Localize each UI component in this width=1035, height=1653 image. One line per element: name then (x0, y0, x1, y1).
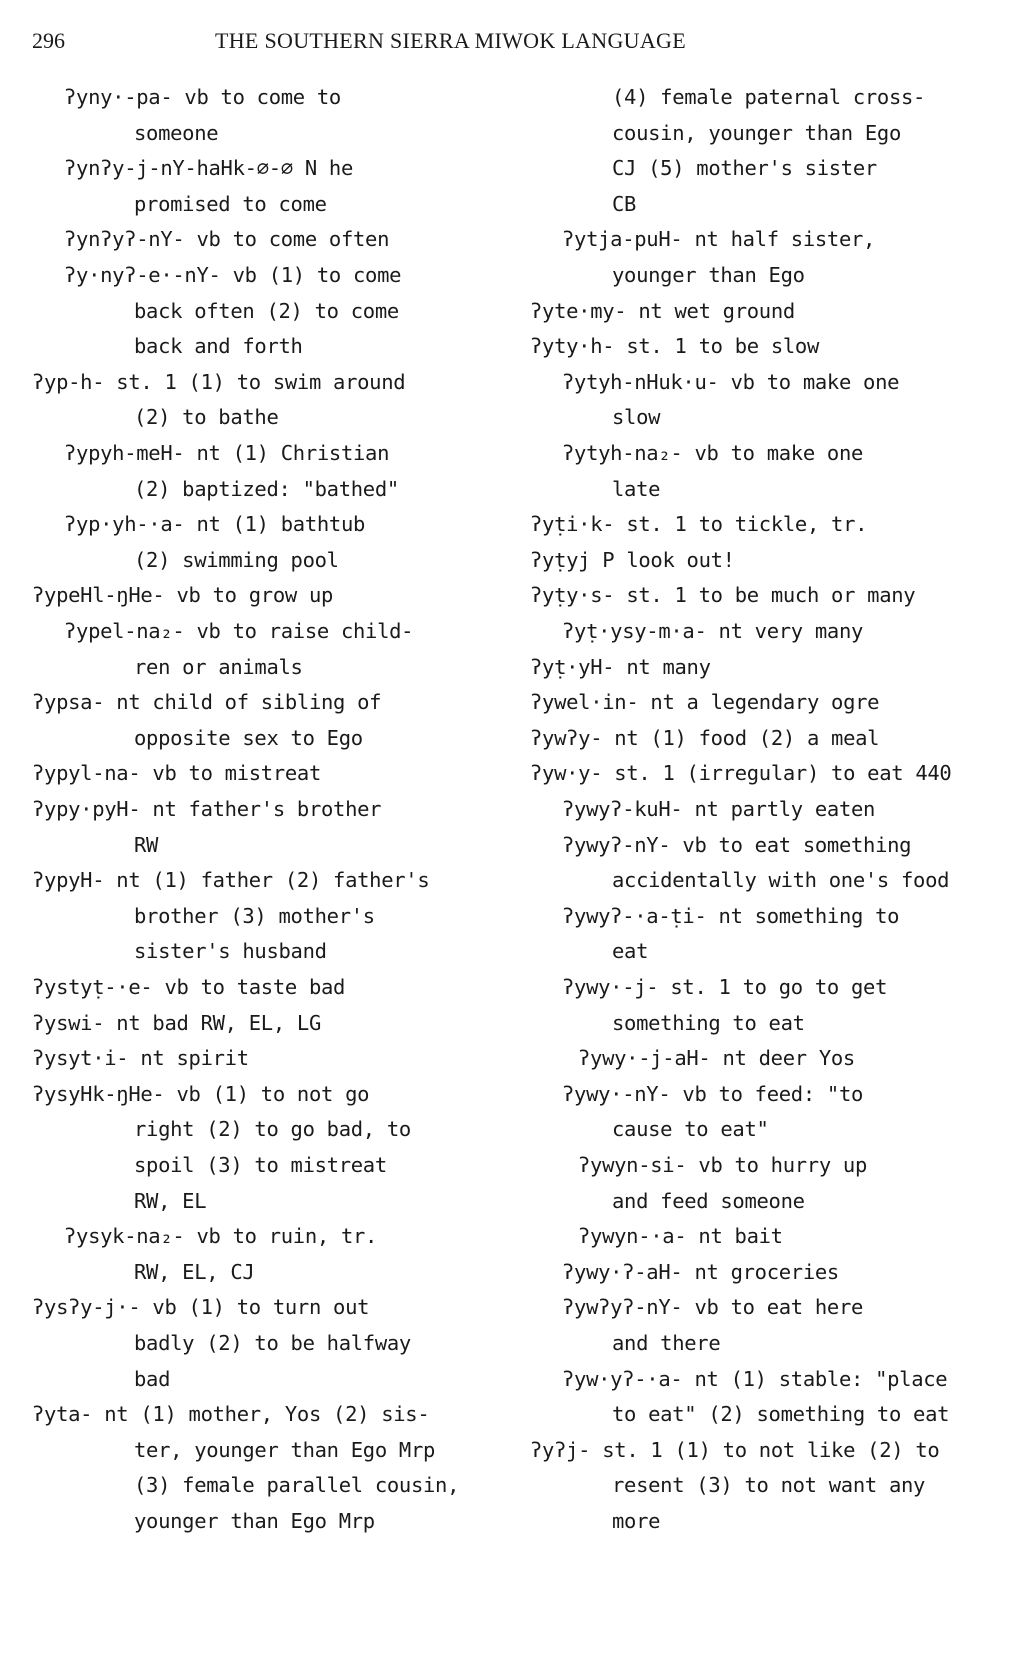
entry-continuation-line: opposite sex to Ego (134, 725, 363, 750)
entry-headword-line: ʔysyt·i- nt spirit (32, 1046, 249, 1071)
entry-continuation-line: badly (2) to be halfway (134, 1331, 411, 1355)
entry-continuation-line: younger than Ego (612, 263, 805, 287)
entry-headword-line: ʔynʔy-j-nY-haHk-∅-∅ N he (64, 156, 354, 181)
entry-continuation-line: younger than Ego Mrp (134, 1509, 375, 1533)
entry-headword-line: ʔywy·ʔ-aH- nt groceries (562, 1259, 839, 1284)
entry-headword-line: ʔyw·yʔ-·a- nt (1) stable: "place (562, 1366, 948, 1391)
entry-headword-line: ʔytyh-na₂- vb to make one (562, 441, 864, 465)
entry-headword-line: ʔyʔj- st. 1 (1) to not like (2) to (530, 1437, 940, 1462)
entry-continuation-line: (2) to bathe (134, 405, 279, 430)
entry-headword-line: ʔypyH- nt (1) father (2) father's (32, 868, 430, 893)
entry-headword-line: ʔysyk-na₂- vb to ruin, tr. (64, 1224, 378, 1249)
entry-headword-line: ʔywy·-nY- vb to feed: "to (562, 1081, 864, 1106)
entry-headword-line: ʔywel·in- nt a legendary ogre (530, 690, 880, 715)
entry-headword-line: ʔytyh-nHuk·u- vb to make one (562, 369, 900, 394)
entry-continuation-line: brother (3) mother's (134, 903, 375, 928)
entry-continuation-line: (2) swimming pool (134, 547, 339, 572)
entry-continuation-line: accidentally with one's food (612, 868, 950, 893)
entry-headword-line: ʔyny·-pa- vb to come to (64, 85, 341, 109)
entry-headword-line: ʔywyn-si- vb to hurry up (578, 1153, 868, 1177)
entry-continuation-line: ter, younger than Ego Mrp (134, 1437, 436, 1462)
entry-continuation-line: eat (612, 939, 649, 964)
entry-headword-line: ʔypel-na₂- vb to raise child- (64, 619, 414, 643)
entry-continuation-line: something to eat (612, 1010, 805, 1035)
entry-headword-line: ʔypyl-na- vb to mistreat (32, 761, 322, 786)
entry-continuation-line: late (612, 476, 661, 501)
entry-continuation-line: (3) female parallel cousin, (134, 1473, 460, 1498)
entry-headword-line: ʔyṭi·k- st. 1 to tickle, tr. (530, 512, 868, 537)
running-title: THE SOUTHERN SIERRA MIWOK LANGUAGE (215, 28, 686, 53)
entry-headword-line: ʔywʔyʔ-nY- vb to eat here (562, 1295, 864, 1320)
entry-continuation-line: promised to come (134, 191, 327, 216)
entry-continuation-line: to eat" (2) something to eat (612, 1402, 950, 1427)
entry-continuation-line: RW, EL (134, 1188, 207, 1213)
entry-continuation-line: cousin, younger than Ego (612, 120, 902, 145)
page-number: 296 (32, 28, 65, 53)
entry-continuation-line: back and forth (134, 334, 303, 359)
entry-headword-line: ʔypeHl-ŋHe- vb to grow up (32, 583, 334, 608)
entry-headword-line: ʔypsa- nt child of sibling of (32, 690, 382, 715)
entry-continuation-line: more (612, 1509, 661, 1533)
entry-continuation-line: resent (3) to not want any (612, 1473, 926, 1498)
entry-headword-line: ʔystyṭ-·e- vb to taste bad (32, 975, 346, 999)
entry-headword-line: ʔyp·yh-·a- nt (1) bathtub (64, 512, 366, 537)
entry-continuation-line: cause to eat" (612, 1117, 769, 1142)
entry-continuation-line: and feed someone (612, 1188, 805, 1213)
entry-continuation-line: CJ (5) mother's sister (612, 156, 877, 181)
entry-headword-line: ʔywʔy- nt (1) food (2) a meal (530, 725, 880, 750)
entry-continuation-line: spoil (3) to mistreat (134, 1153, 387, 1177)
entry-headword-line: ʔywyn-·a- nt bait (578, 1224, 783, 1249)
entry-headword-line: ʔywyʔ-·a-ṭi- nt something to (562, 903, 900, 928)
entry-continuation-line: (2) baptized: "bathed" (134, 476, 399, 501)
entry-continuation-line: back often (2) to come (134, 298, 399, 323)
entry-headword-line: ʔywy·-j-aH- nt deer Yos (578, 1046, 855, 1071)
entry-headword-line: ʔywy·-j- st. 1 to go to get (562, 975, 888, 999)
entry-headword-line: ʔytja-puH- nt half sister, (562, 227, 876, 252)
entry-headword-line: ʔyṭy·s- st. 1 to be much or many (530, 583, 916, 608)
entry-headword-line: ʔywyʔ-nY- vb to eat something (562, 832, 912, 857)
entry-continuation-line: bad (134, 1366, 171, 1391)
entry-continuation-line: someone (134, 120, 219, 145)
entry-headword-line: ʔyw·y- st. 1 (irregular) to eat 440 (530, 761, 952, 786)
entry-headword-line: ʔyṭ·yH- nt many (530, 654, 711, 679)
entry-headword-line: ʔynʔyʔ-nY- vb to come often (64, 227, 390, 252)
entry-headword-line: ʔyṭ·ysy-m·a- nt very many (562, 619, 864, 643)
entry-continuation-line: slow (612, 405, 661, 430)
entry-continuation-line: right (2) to go bad, to (134, 1117, 411, 1142)
entry-headword-line: ʔypy·pyH- nt father's brother (32, 797, 382, 821)
entry-headword-line: ʔywyʔ-kuH- nt partly eaten (562, 797, 876, 821)
entry-continuation-line: (4) female paternal cross- (612, 85, 926, 109)
entry-headword-line: ʔyty·h- st. 1 to be slow (530, 334, 820, 359)
entry-headword-line: ʔyte·my- nt wet ground (530, 298, 795, 323)
entry-continuation-line: CB (612, 191, 637, 216)
entry-continuation-line: RW, EL, CJ (134, 1259, 255, 1284)
entry-continuation-line: sister's husband (134, 939, 327, 964)
entry-headword-line: ʔy·nyʔ-e·-nY- vb (1) to come (64, 263, 402, 287)
entry-headword-line: ʔysʔy-j·- vb (1) to turn out (32, 1295, 370, 1320)
entry-continuation-line: and there (612, 1331, 721, 1355)
entry-headword-line: ʔyṭyj P look out! (530, 547, 735, 572)
entry-headword-line: ʔyp-h- st. 1 (1) to swim around (32, 369, 406, 394)
entry-continuation-line: ren or animals (134, 654, 303, 679)
entry-headword-line: ʔyta- nt (1) mother, Yos (2) sis- (32, 1402, 430, 1427)
entry-headword-line: ʔyswi- nt bad RW, EL, LG (32, 1010, 322, 1035)
entry-headword-line: ʔysyHk-ŋHe- vb (1) to not go (32, 1081, 370, 1106)
entry-headword-line: ʔypyh-meH- nt (1) Christian (64, 441, 390, 465)
entry-continuation-line: RW (134, 832, 159, 857)
